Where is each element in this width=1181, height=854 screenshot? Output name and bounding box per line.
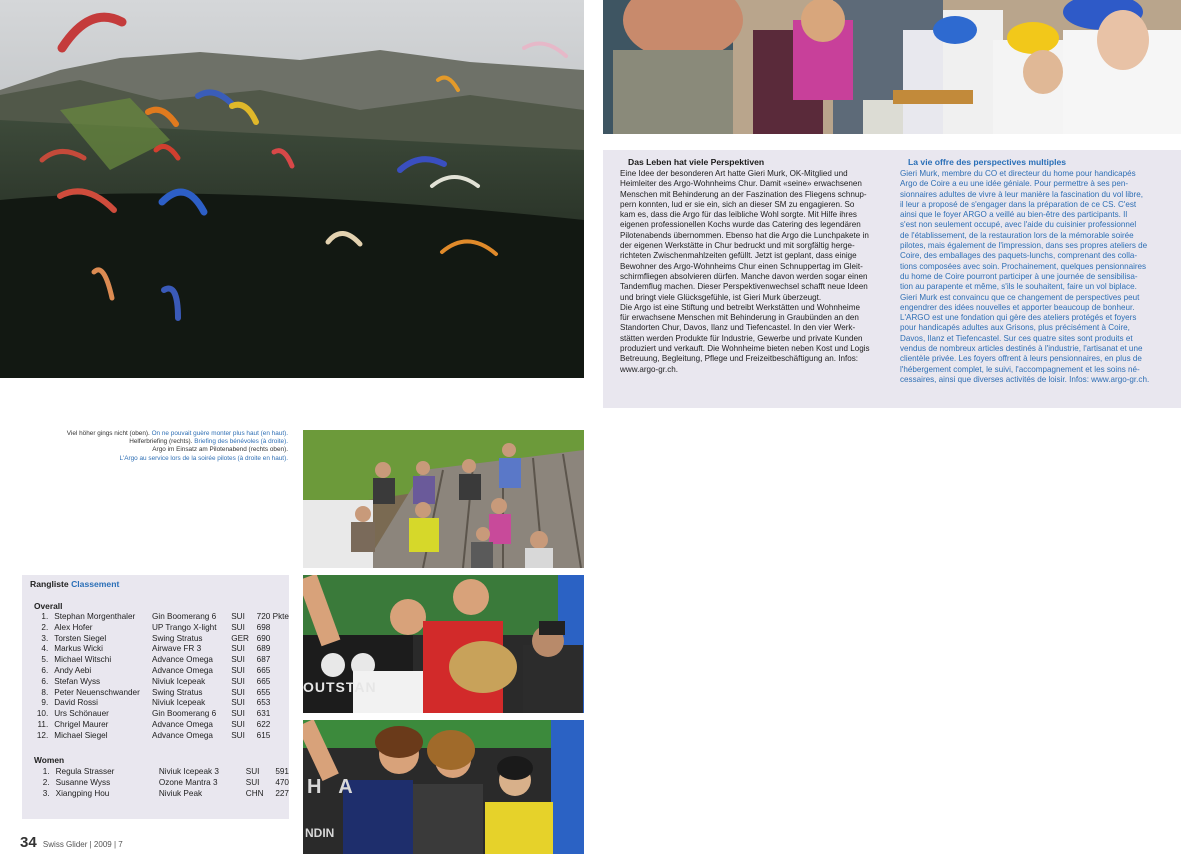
ranking-rank: 12. — [36, 730, 49, 740]
ranking-glider: Niviuk Icepeak 3 — [158, 767, 219, 776]
ranking-nation: SUI — [231, 612, 245, 621]
ranking-nation: SUI — [231, 730, 245, 740]
ranking-row — [34, 666, 289, 677]
article-fr-title: La vie offre des perspectives multiples — [908, 157, 1067, 167]
ranking-nation: SUI — [231, 676, 245, 686]
ranking-rank: 11. — [37, 719, 49, 729]
ranking-rank: 2. — [42, 777, 50, 787]
article-fr-body — [900, 169, 1181, 385]
caption-line: Helferbriefing (rechts). Briefing des bénévoles (à droite). — [129, 438, 288, 446]
ranking-rank: 6. — [41, 676, 49, 686]
ranking-pilot: Stephan Morgenthaler — [54, 612, 136, 621]
article-line: stätten werden Produkte für Industrie, Gewerbe und private Kunden — [620, 333, 863, 343]
ranking-row — [34, 634, 289, 645]
men-podium-photo — [303, 575, 584, 713]
article-line: Bewohner des Argo-Wohnheims Chur einen Schnuppertag im Gleit- — [620, 261, 863, 271]
article-line: Coire, des emballages des paquets-lunchs, comprenant des colla- — [900, 251, 1138, 261]
ranking-pilot: Susanne Wyss — [55, 777, 111, 787]
issue-year: 2009 — [93, 840, 112, 849]
ranking-pilot: Michael Siegel — [54, 730, 108, 740]
ranking-row — [34, 612, 289, 623]
ranking-points: 720 Pkte — [256, 612, 289, 621]
ranking-points: 470 — [275, 777, 289, 787]
article-line: du home de Coire pourront participer à une journée de sensibilisa- — [900, 271, 1138, 281]
ranking-glider: Swing Stratus — [152, 687, 203, 697]
article-line: Tandemflug machen. Dieser Perspektivenwechsel schafft neue Ideen — [620, 282, 868, 292]
ranking-nation: SUI — [231, 698, 245, 708]
article-line: Menschen mit Behinderung an der Faszination des Fliegens schnup- — [620, 189, 867, 199]
ranking-pilot: Peter Neuenschwander — [54, 687, 140, 697]
article-line: Davos, Ilanz et Tiefencastel. Sur ces quatre sites sont produits et — [900, 333, 1133, 343]
ranking-points: 622 — [256, 719, 271, 729]
ranking-nation: SUI — [231, 687, 245, 697]
article-line: engendrer des idées nouvelles et apporter beaucoup de bonheur. — [900, 302, 1135, 312]
ranking-glider: Swing Stratus — [152, 633, 203, 643]
ranking-row — [34, 688, 289, 699]
ranking-pilot: Torsten Siegel — [54, 633, 107, 643]
ranking-pilot: Urs Schönauer — [54, 709, 109, 719]
article-line: Pilotenabends übernommen. Ebenso hat die Argo die Lunchpakete in — [620, 230, 869, 240]
ranking-pilot: David Rossi — [54, 698, 98, 708]
article-de-title: Das Leben hat viele Perspektiven — [628, 157, 765, 167]
footer-sep: | — [113, 840, 117, 849]
ranking-pilot: Chrigel Maurer — [54, 719, 109, 729]
catering-photo — [603, 0, 1181, 134]
ranking-points: 687 — [256, 655, 271, 665]
ranking-glider: Advance Omega — [152, 655, 213, 665]
ranking-nation: GER — [231, 633, 249, 643]
ranking-pilot: Alex Hofer — [54, 622, 93, 632]
ranking-rank: 2. — [41, 622, 49, 632]
ranking-row — [34, 789, 289, 800]
article-line: Argo de Coire a eu une idée géniale. Pour permettre à ses pen- — [900, 179, 1129, 189]
article-line: tion au parapente et même, s'ils le souhaitent, faire un vol biplace. — [900, 282, 1137, 292]
article-line: Heimleiter des Argo-Wohnheims Chur. Damit «seine» erwachsenen — [620, 179, 862, 189]
ranking-overall-label: Overall — [34, 601, 63, 611]
ranking-glider: Ozone Mantra 3 — [158, 777, 218, 787]
page-number: 34 — [20, 834, 37, 851]
ranking-pilot: Andy Aebi — [54, 665, 92, 675]
ranking-rank: 10. — [36, 709, 49, 719]
article-line: kam es, dass die Argo für das leibliche Wohl sorgte. Mit Hilfe ihres — [620, 210, 857, 220]
article-line: richteten Zwischenmahlzeiten gefüllt. Jetzt ist geplant, dass einige — [620, 251, 857, 261]
ranking-rank: 3. — [42, 788, 50, 798]
ranking-pilot: Markus Wicki — [54, 644, 103, 654]
women-podium-photo — [303, 720, 584, 854]
ranking-nation: CHN — [245, 788, 264, 798]
ranking-points: 631 — [256, 709, 271, 719]
ranking-points: 227 — [275, 788, 289, 798]
ranking-pilot: Xiangping Hou — [55, 788, 110, 798]
ranking-points: 665 — [256, 676, 271, 686]
ranking-points: 689 — [256, 644, 271, 654]
ranking-glider: UP Trango X-light — [152, 622, 217, 632]
ranking-row — [34, 767, 289, 778]
ranking-rank: 8. — [41, 687, 49, 697]
ranking-nation: SUI — [231, 622, 245, 632]
briefing-photo — [303, 430, 584, 568]
ranking-nation: SUI — [231, 655, 245, 665]
article-line: produziert und verkauft. Die Wohnheime bieten neben Kost und Logis — [620, 344, 870, 354]
ranking-pilot: Stefan Wyss — [54, 676, 101, 686]
banner-text-outstan: OUTSTAN — [303, 679, 377, 695]
ranking-row — [34, 698, 289, 709]
ranking-row — [34, 778, 289, 789]
ranking-glider: Advance Omega — [152, 730, 213, 740]
paragliders-photo — [0, 0, 584, 378]
article-line: Die Argo ist eine Stiftung und betreibt Werkstätten und Wohnheime — [620, 302, 860, 312]
ranking-nation: SUI — [231, 719, 245, 729]
article-fr — [900, 157, 1181, 385]
ranking-points: 665 — [256, 665, 271, 675]
ranking-row — [34, 709, 289, 720]
article-line: Eine Idee der besonderen Art hatte Gieri Murk, OK-Mitglied und — [620, 169, 848, 178]
footer-sep: | — [89, 840, 92, 849]
ranking-glider: Advance Omega — [152, 719, 213, 729]
article-de-body — [620, 169, 906, 375]
article-line: und bringt viele Glücksgefühle, ist Gieri Murk überzeugt. — [620, 292, 822, 302]
article-line: ainsi que le foyer ARGO a veillé au bien-être des participants. Il — [900, 210, 1128, 220]
ranking-pilot: Michael Witschi — [54, 655, 112, 665]
ranking-glider: Airwave FR 3 — [152, 644, 202, 654]
ranking-rank: 9. — [41, 698, 49, 708]
ranking-points: 591 — [275, 767, 289, 776]
caption-line: Argo im Einsatz am Pilotenabend (rechts oben). — [152, 446, 288, 454]
ranking-points: 615 — [256, 730, 271, 740]
article-panel — [603, 150, 1181, 408]
article-line: l'hébergement complet, le suivi, l'accompagnement et les soins né- — [900, 364, 1140, 374]
ranking-points: 655 — [256, 687, 271, 697]
article-line: il leur a proposé de s'engager dans la préparation de ce CS. C'est — [900, 199, 1137, 209]
ranking-row — [34, 623, 289, 634]
ranking-nation: SUI — [231, 644, 245, 654]
article-de — [620, 157, 906, 375]
ranking-rank: 3. — [41, 633, 49, 643]
ranking-nation: SUI — [231, 709, 245, 719]
caption-line: L'Argo au service lors de la soirée pilotes (à droite en haut). — [119, 454, 288, 462]
article-line: eigenen professionellen Kochs wurde das Catering des legendären — [620, 220, 861, 230]
photo-captions — [20, 430, 288, 463]
ranking-rank: 5. — [41, 655, 49, 665]
article-line: vendus de nombreux articles destinés à l'industrie, l'artisanat et une — [900, 344, 1143, 354]
article-line: pour handicapés adultes aux Grisons, plus précisément à Coire, — [900, 323, 1130, 333]
ranking-title: Rangliste Classement — [30, 579, 120, 589]
ranking-women-label: Women — [34, 755, 65, 765]
ranking-glider: Niviuk Peak — [158, 788, 203, 798]
magazine-name: Swiss Glider — [42, 840, 88, 849]
ranking-row — [34, 655, 289, 666]
ranking-glider: Niviuk Icepeak — [152, 676, 206, 686]
issue-number: 7 — [118, 840, 123, 849]
ranking-nation: SUI — [245, 777, 260, 787]
article-line: pern konnten, lud er sie ein, sich an dieser SM zu engagieren. So — [620, 199, 855, 209]
ranking-rank: 1. — [42, 767, 50, 776]
ranking-rank: 1. — [41, 612, 49, 621]
ranking-points: 690 — [256, 633, 271, 643]
page-footer — [20, 834, 123, 851]
ranking-nation: SUI — [231, 665, 245, 675]
ranking-glider: Advance Omega — [152, 665, 213, 675]
ranking-nation: SUI — [245, 767, 260, 776]
ranking-glider: Gin Boomerang 6 — [152, 612, 217, 621]
ranking-rank: 4. — [41, 644, 49, 654]
banner-text-ha: H A — [307, 776, 359, 798]
ranking-row — [34, 677, 289, 688]
article-line: Betreuung, Begleitung, Pflege und Freizeitbeschäftigung an. Infos: — [620, 354, 859, 364]
article-line: sionnaires adultes de vivre à leur manière la fascination du vol libre, — [900, 189, 1143, 199]
article-line: der eigenen Werkstätte in Chur bedruckt und mit sorgfältig herge- — [620, 241, 855, 251]
ranking-rank: 6. — [41, 665, 49, 675]
ranking-row — [34, 644, 289, 655]
article-line: schirmfliegen absolvieren dürfen. Manche davon werden sogar einen — [620, 271, 868, 281]
article-line: Gieri Murk est convaincu que ce changement de perspectives peut — [900, 292, 1140, 302]
article-line: s'est non seulement occupé, avec l'aide du cuisinier professionnel — [900, 220, 1137, 230]
article-line: www.argo-gr.ch. — [620, 364, 679, 374]
article-line: pilotes, mais également de l'impression, dans ses propres ateliers de — [900, 241, 1148, 251]
ranking-glider: Gin Boomerang 6 — [152, 709, 217, 719]
article-line: Standorten Chur, Davos, Ilanz und Tiefencastel. In den vier Werk- — [620, 323, 856, 333]
article-line: de l'établissement, de la restauration lors de la mémorable soirée — [900, 230, 1134, 240]
ranking-points: 653 — [256, 698, 271, 708]
ranking-panel — [22, 575, 289, 819]
article-line: clientèle privée. Les foyers offrent à leurs pensionnaires, en plus de — [900, 354, 1142, 364]
ranking-row — [34, 731, 289, 742]
banner-text-ndin: NDIN — [305, 826, 335, 840]
ranking-pilot: Regula Strasser — [55, 767, 115, 776]
ranking-glider: Niviuk Icepeak — [152, 698, 206, 708]
ranking-row — [34, 720, 289, 731]
ranking-women-table — [34, 767, 289, 799]
article-line: L'ARGO est une fondation qui gère des ateliers protégés et foyers — [900, 313, 1137, 323]
ranking-points: 698 — [256, 622, 271, 632]
article-line: cessaires, ainsi que diverses activités de loisir. Infos: www.argo-gr.ch. — [900, 374, 1150, 384]
article-line: Gieri Murk, membre du CO et directeur du home pour handicapés — [900, 169, 1136, 178]
caption-line: Viel höher gings nicht (oben). On ne pouvait guère monter plus haut (en haut). — [66, 430, 288, 437]
article-line: tions composées avec soin. Prochainement, quelques pensionnaires — [900, 261, 1147, 271]
article-line: für erwachsene Menschen mit Behinderung in Graubünden an den — [620, 313, 859, 323]
ranking-overall-table — [34, 612, 289, 742]
